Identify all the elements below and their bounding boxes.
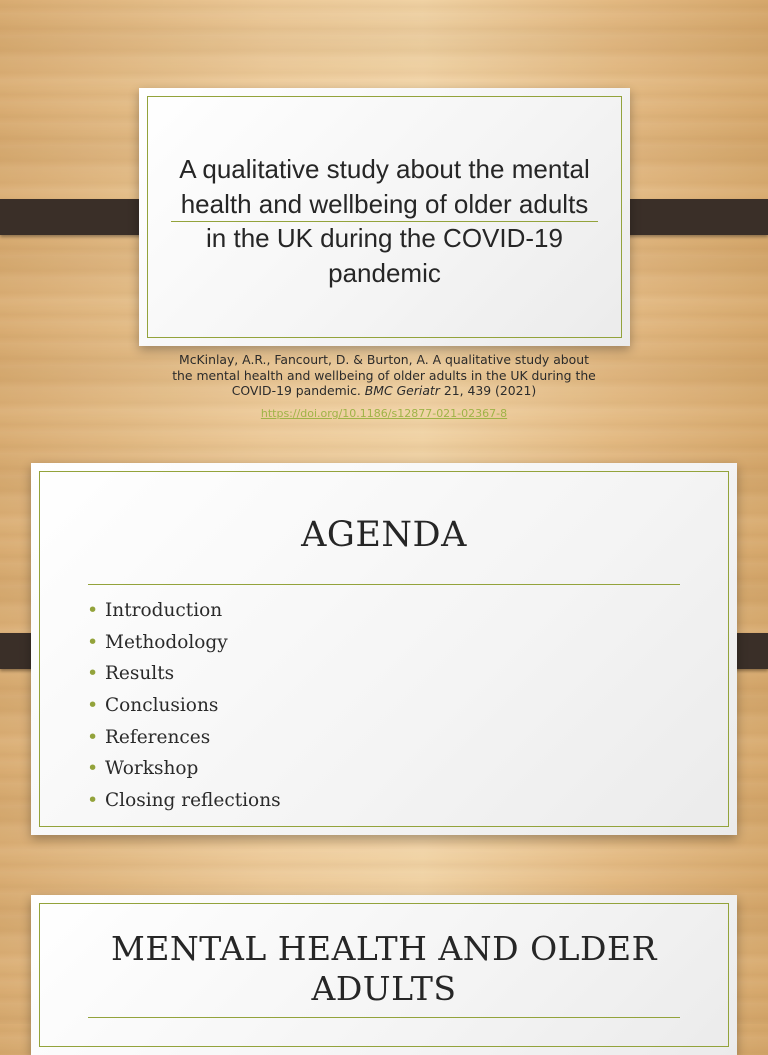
decor-band-right-1 [613, 199, 768, 235]
doi-link[interactable]: https://doi.org/10.1186/s12877-021-02367-8 [260, 407, 508, 420]
title-rule [88, 584, 680, 585]
agenda-title: AGENDA [301, 515, 467, 555]
citation-journal: BMC Geriatr [364, 383, 440, 398]
section-slide[interactable] [31, 895, 737, 1055]
title-slide[interactable] [139, 88, 630, 346]
citation-volume: 21, 439 (2021) [439, 383, 537, 398]
agenda-slide[interactable] [31, 463, 737, 835]
agenda-item-references: • References [87, 722, 281, 754]
agenda-list [87, 595, 281, 817]
citation-main: McKinlay, A.R., Fancourt, D. & Burton, A. A qualitative study about the mental health and wellbeing of older adults in the UK during the COVID-19 pandemic. [172, 352, 596, 398]
slide-title: A qualitative study about the mental health and wellbeing of older adults in the UK during the COVID-19 pandemic [179, 154, 590, 288]
agenda-item-closing-reflections: • Closing reflections [87, 785, 281, 817]
agenda-item-conclusions: • Conclusions [87, 690, 281, 722]
agenda-item-methodology: • Methodology [87, 627, 281, 659]
decor-band-left-1 [0, 199, 155, 235]
agenda-item-results: • Results [87, 658, 281, 690]
section-title: MENTAL HEALTH AND OLDER ADULTS [111, 929, 657, 1008]
title-rule [88, 1017, 680, 1018]
agenda-item-introduction: • Introduction [87, 595, 281, 627]
citation-text [170, 352, 598, 399]
agenda-item-workshop: • Workshop [87, 753, 281, 785]
